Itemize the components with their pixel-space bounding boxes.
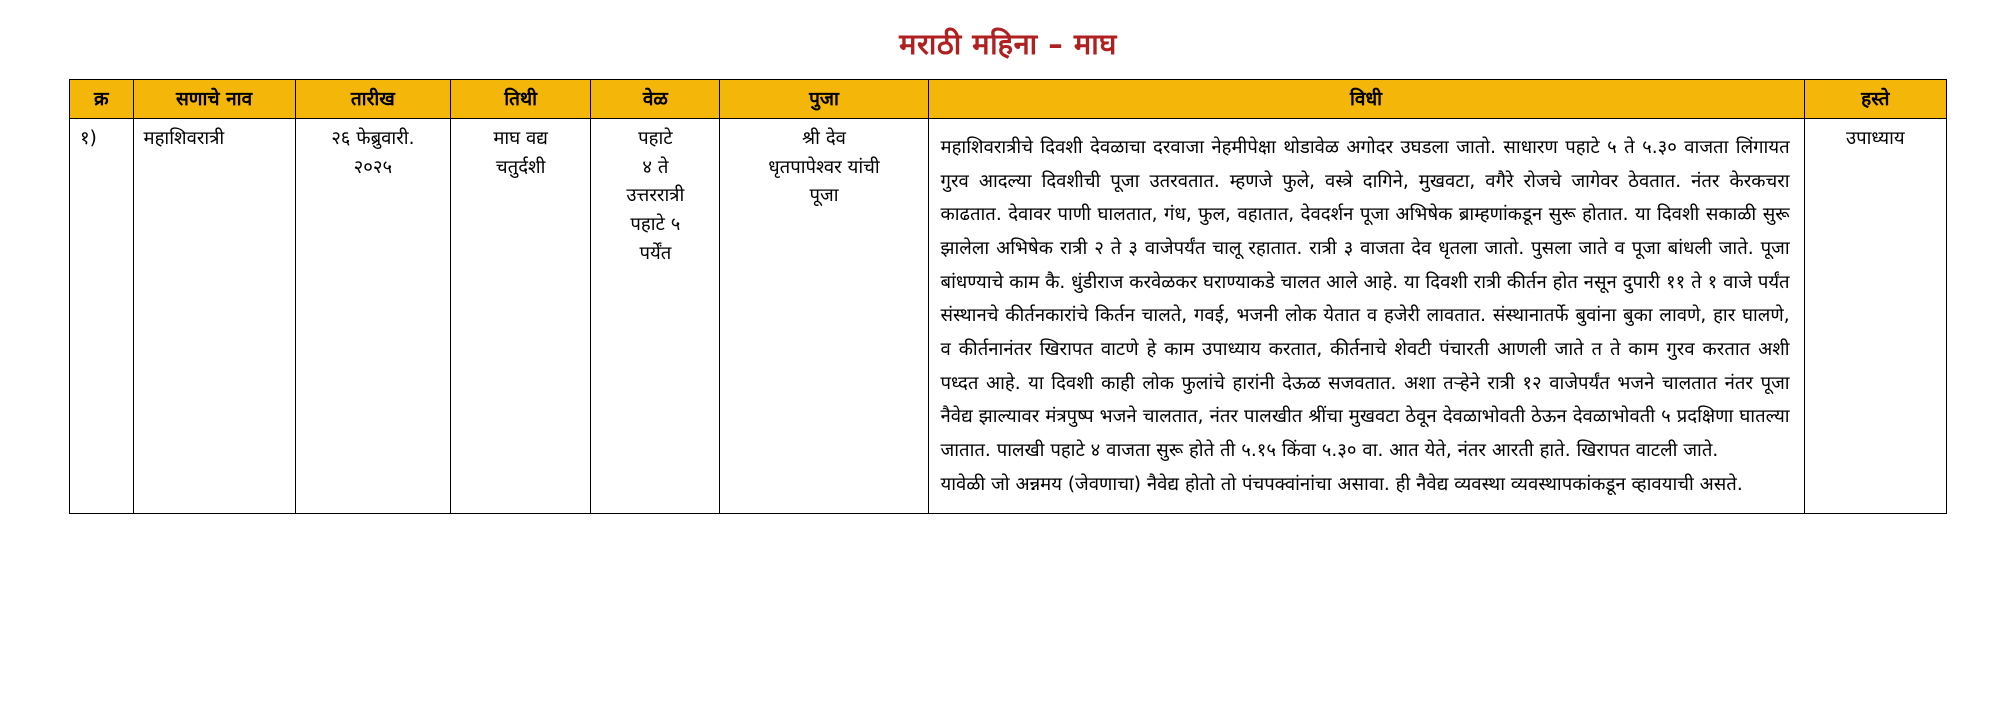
column-header-date: तारीख — [295, 80, 451, 119]
cell-date-line-1: २६ फेब्रुवारी. — [331, 128, 415, 149]
cell-date-line-2: २०२५ — [353, 156, 393, 178]
cell-festival-name: महाशिवरात्री — [133, 119, 295, 514]
column-header-name: सणाचे नाव — [133, 80, 295, 119]
cell-time-line-2: ४ ते — [642, 156, 669, 178]
column-header-puja: पुजा — [720, 80, 928, 119]
table-body — [70, 119, 1947, 514]
cell-tithi-line-2: चतुर्दशी — [495, 156, 546, 178]
cell-puja-line-2: धृतपापेश्वर यांची — [768, 156, 880, 178]
cell-tithi — [451, 119, 591, 514]
cell-puja-line-1: श्री देव — [802, 128, 846, 149]
cell-vidhi — [928, 119, 1804, 514]
festival-table — [69, 79, 1947, 514]
cell-puja-line-3: पूजा — [809, 185, 839, 207]
cell-time-line-3: उत्तररात्री — [626, 185, 685, 207]
cell-haste: उपाध्याय — [1804, 119, 1946, 514]
cell-time-line-4: पहाटे ५ — [630, 214, 681, 236]
table-header — [70, 80, 1947, 119]
page-title: मराठी महिना – माघ — [899, 27, 1117, 61]
column-header-vidhi: विधी — [928, 80, 1804, 119]
table-row — [70, 119, 1947, 514]
column-header-sr: क्र — [70, 80, 134, 119]
column-header-haste: हस्ते — [1804, 80, 1946, 119]
cell-time-line-5: पर्येंत — [639, 242, 672, 264]
column-header-time: वेळ — [591, 80, 720, 119]
cell-vidhi-paragraph-2: यावेळी जो अन्नमय (जेवणाचा) नैवेद्य होतो तो पंचपक्वांनांचा असावा. ही नैवेद्य व्यवस्था व्यवस्थापकांकडून व्हावयाची असते. — [940, 473, 1743, 495]
cell-vidhi-paragraph-1: महाशिवरात्रीचे दिवशी देवळाचा दरवाजा नेहमीपेक्षा थोडावेळ अगोदर उघडला जातो. साधारण पहाटे ५ ते ५.३० वाजता लिंगायत गुरव आदल्या दिवशीची पूजा उतरवतात. म्हणजे फुले, वस्त्रे दागिने, मुखवटा, वगैरे रोजचे जागेवर ठेवतात. नंतर केरकचरा काढतात. देवावर पाणी घालतात, गंध, फुल, वहातात, देवदर्शन पूजा अभिषेक ब्राम्हणांकडून सुरू होतात. या दिवशी सकाळी सुरू झालेला अभिषेक रात्री २ ते ३ वाजेपर्यंत चालू रहातात. रात्री ३ वाजता देव धृतला जातो. पुसला जाते व पूजा बांधली जाते. पूजा बांधण्याचे काम कै. धुंडीराज करवेळकर घराण्याकडे चालत आले आहे. या दिवशी रात्री कीर्तन होत नसून दुपारी ११ ते १ वाजे पर्यंत संस्थानचे कीर्तनकारांचे किर्तन चालते, गवई, भजनी लोक येतात व हजेरी लावतात. संस्थानातर्फे बुवांना बुका लावणे, हार घालणे, व कीर्तनानंतर खिरापत वाटणे हे काम उपाध्याय करतात, कीर्तनाचे शेवटी पंचारती आणली जाते त ते काम गुरव करतात अशी पध्दत आहे. या दिवशी काही लोक फुलांचे हारांनी देऊळ सजवतात. अशा तऱ्हेने रात्री १२ वाजेपर्यंत भजने चालतात नंतर पूजा नैवेद्य झाल्यावर मंत्रपुष्प भजने चालतात, नंतर पालखीत श्रींचा मुखवटा ठेवून देवळाभोवती ठेऊन देवळाभोवती ५ प्रदक्षिणा घातल्या जातात. पालखी पहाटे ४ वाजता सुरू होते ती ५.१५ किंवा ५.३० वा. आत येते, नंतर आरती हाते. खिरापत वाटली जाते. — [940, 137, 1790, 461]
column-header-tithi: तिथी — [451, 80, 591, 119]
cell-time — [591, 119, 720, 514]
cell-tithi-line-1: माघ वद्य — [493, 128, 548, 149]
cell-time-line-1: पहाटे — [638, 128, 673, 149]
cell-date — [295, 119, 451, 514]
table-header-row — [70, 80, 1947, 119]
cell-puja — [720, 119, 928, 514]
cell-sr: १) — [70, 119, 134, 514]
